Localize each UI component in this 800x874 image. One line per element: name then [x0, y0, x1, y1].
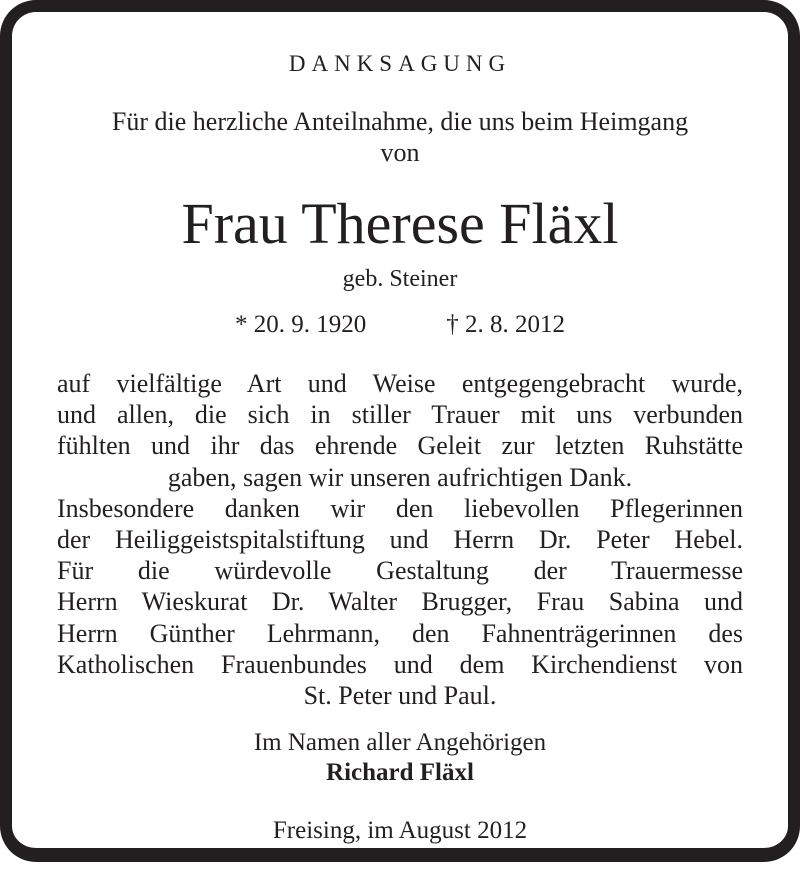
signature-block	[12, 728, 788, 788]
body-line: und allen, die sich in stiller Trauer mit uns verbunden	[57, 400, 743, 430]
body-line: Herrn Günther Lehrmann, den Fahnenträgerinnen des	[57, 618, 743, 648]
body-line: auf vielfältige Art und Weise entgegengebracht wurde,	[57, 369, 743, 398]
body-line: fühlten und ihr das ehrende Geleit zur letzten Ruhstätte	[57, 431, 743, 461]
body-line: der Heiliggeistspitalstiftung und Herrn Dr. Peter Hebel.	[57, 525, 743, 555]
maiden-name: geb. Steiner	[342, 266, 458, 292]
intro-line: von	[380, 138, 420, 167]
signature-intro: Im Namen aller Angehörigen	[253, 729, 547, 756]
birth-date: * 20. 9. 1920	[235, 311, 367, 338]
place-date: Freising, im August 2012	[272, 817, 528, 844]
body-line: Für die würdevolle Gestaltung der Trauermesse	[57, 556, 743, 586]
thanks-body	[57, 368, 743, 711]
life-dates	[12, 310, 788, 340]
body-line: Katholischen Frauenbundes und dem Kirchendienst von	[57, 649, 743, 679]
notice-heading: DANKSAGUNG	[288, 51, 512, 76]
deceased-name: Frau Therese Fläxl	[181, 191, 619, 256]
intro-line: Für die herzliche Anteilnahme, die uns beim Heimgang	[111, 107, 689, 136]
signer-name: Richard Fläxl	[326, 759, 474, 786]
body-line: Herrn Wieskurat Dr. Walter Brugger, Frau Sabina und	[57, 587, 743, 617]
intro-text	[12, 106, 788, 168]
body-line: gaben, sagen wir unseren aufrichtigen Dank.	[167, 462, 633, 492]
body-line: St. Peter und Paul.	[303, 681, 497, 711]
body-line: Insbesondere danken wir den liebevollen Pflegerinnen	[57, 493, 743, 523]
death-date: † 2. 8. 2012	[446, 311, 565, 338]
